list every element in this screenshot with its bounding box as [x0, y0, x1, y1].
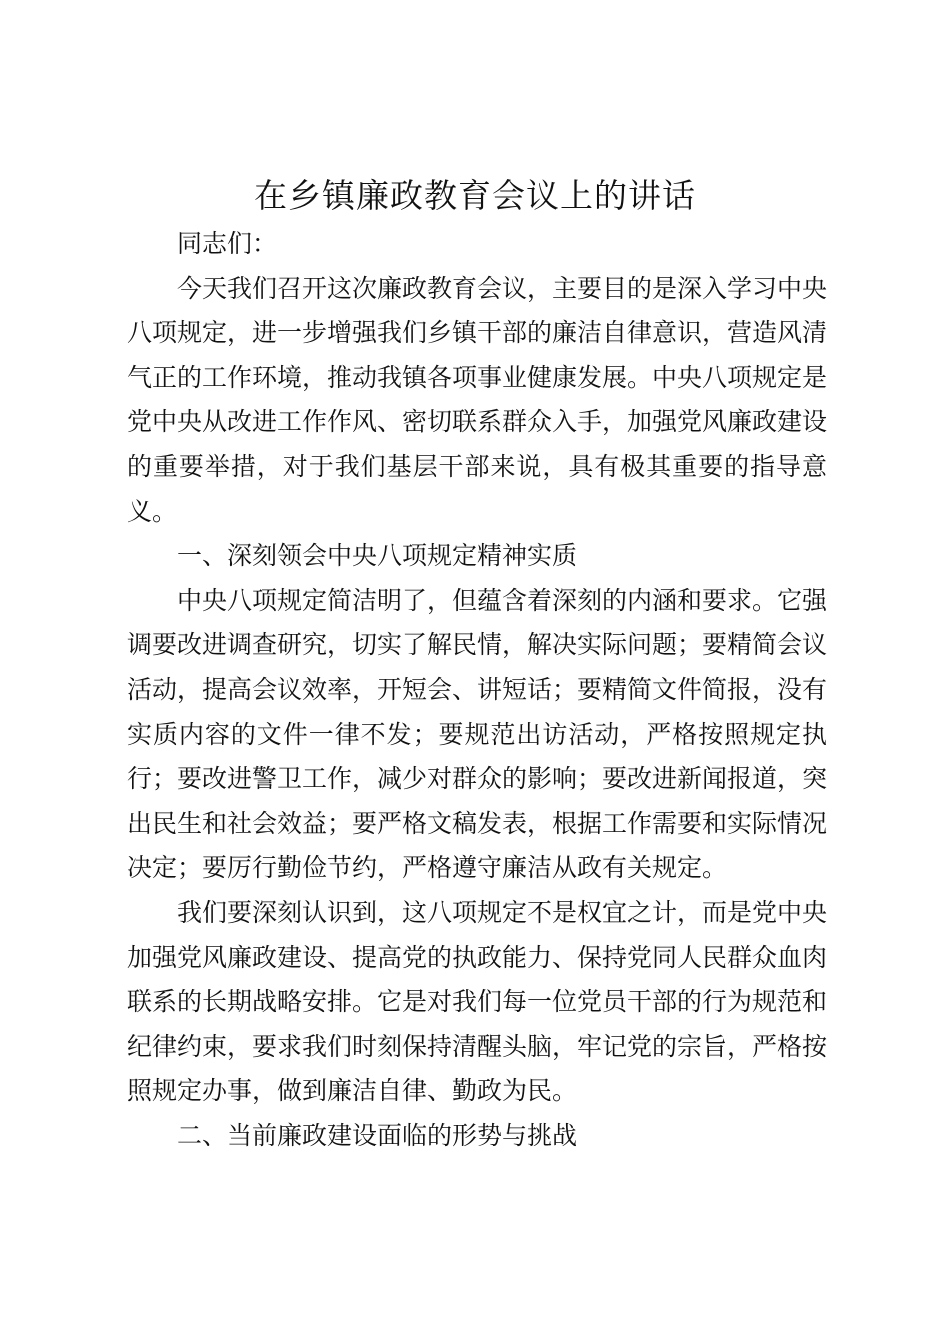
salutation: 同志们： — [177, 229, 278, 258]
document-body — [127, 222, 827, 1158]
section-heading-1: 一、深刻领会中央八项规定精神实质 — [177, 541, 578, 571]
paragraph-section1-a: 中央八项规定简洁明了，但蕴含着深刻的内涵和要求。它强调要改进调查研究，切实了解民情，解决实际问题；要精简会议活动，提高会议效率，开短会、讲短话；要精简文件简报，没有实质内容的文件一律不发；要规范出访活动，严格按照规定执行；要改进警卫工作，减少对群众的影响；要改进新闻报道，突出民生和社会效益；要严格文稿发表，根据工作需要和实际情况决定；要厉行勤俭节约，严格遵守廉洁从政有关规定。 — [127, 585, 828, 883]
paragraph-intro: 今天我们召开这次廉政教育会议，主要目的是深入学习中央八项规定，进一步增强我们乡镇干部的廉洁自律意识，营造风清气正的工作环境，推动我镇各项事业健康发展。中央八项规定是党中央从改进工作作风、密切联系群众入手，加强党风廉政建设的重要举措，对于我们基层干部来说，具有极其重要的指导意义。 — [127, 273, 828, 526]
section-heading-2: 二、当前廉政建设面临的形势与挑战 — [177, 1120, 578, 1150]
document-title: 在乡镇廉政教育会议上的讲话 — [254, 176, 696, 215]
paragraph-section1-b: 我们要深刻认识到，这八项规定不是权宜之计，而是党中央加强党风廉政建设、提高党的执政能力、保持党同人民群众血肉联系的长期战略安排。它是对我们每一位党员干部的行为规范和纪律约束，要求我们时刻保持清醒头脑，牢记党的宗旨，严格按照规定办事，做到廉洁自律、勤政为民。 — [127, 897, 828, 1106]
